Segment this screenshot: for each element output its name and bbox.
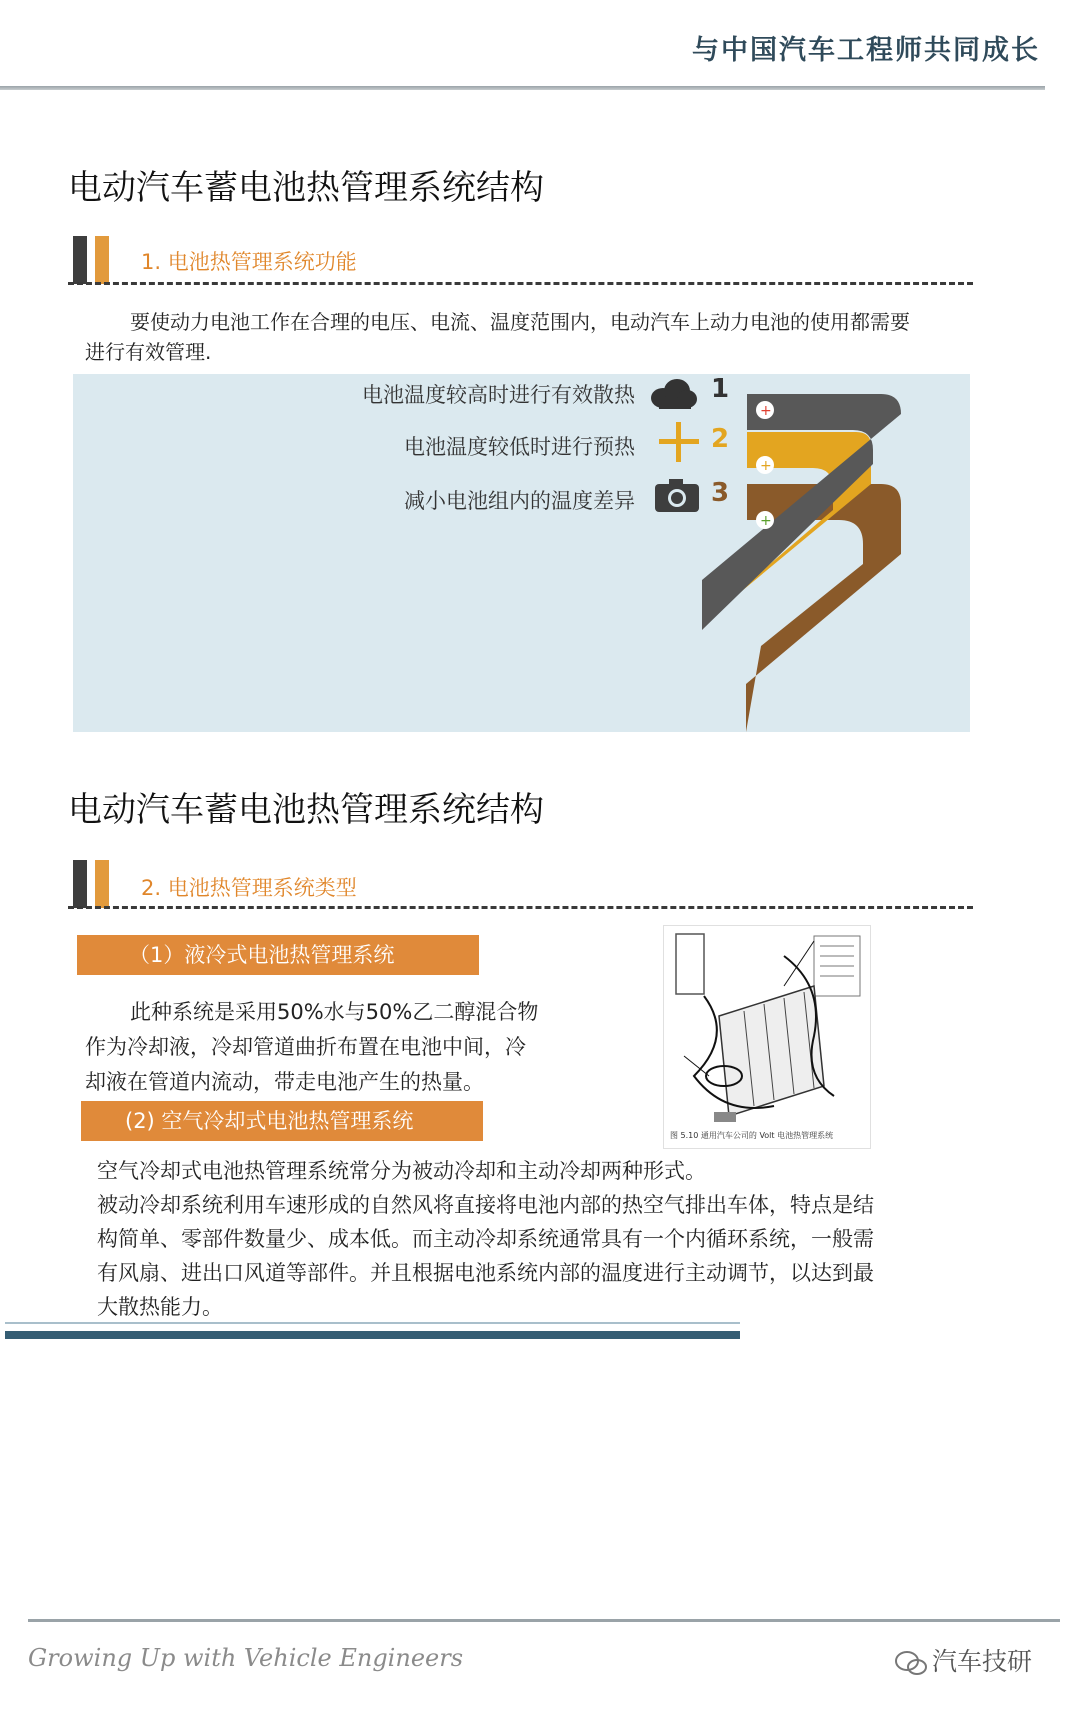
feature-number-3: 3 bbox=[711, 478, 730, 508]
feature-number-2: 2 bbox=[711, 424, 730, 454]
figure-caption: 图 5.10 通用汽车公司的 Volt 电池热管理系统 bbox=[670, 1131, 834, 1140]
liquid-cooling-heading: （1）液冷式电池热管理系统 bbox=[77, 935, 479, 975]
volt-battery-figure bbox=[663, 925, 871, 1149]
feature-label-2: 电池温度较低时进行预热 bbox=[404, 435, 635, 459]
section1-subtitle: 1. 电池热管理系统功能 bbox=[141, 250, 357, 274]
section2-subtitle: 2. 电池热管理系统类型 bbox=[141, 876, 357, 900]
svg-text:+: + bbox=[760, 458, 772, 474]
air-line-3: 构简单、零部件数量少、成本低。而主动冷却系统通常具有一个内循环系统，一般需 bbox=[97, 1227, 874, 1251]
svg-text:+: + bbox=[760, 403, 772, 419]
section2-title: 电动汽车蓄电池热管理系统结构 bbox=[68, 790, 544, 830]
camera-icon bbox=[655, 478, 699, 512]
liquid-line-1: 此种系统是采用50%水与50%乙二醇混合物 bbox=[130, 1000, 539, 1024]
bottom-accent-bar bbox=[5, 1331, 740, 1339]
wechat-icon bbox=[894, 1650, 928, 1676]
section1-dashed-divider bbox=[68, 282, 973, 285]
svg-text:+: + bbox=[760, 513, 772, 529]
cloud-icon bbox=[649, 378, 697, 410]
air-line-2: 被动冷却系统利用车速形成的自然风将直接将电池内部的热空气排出车体，特点是结 bbox=[97, 1193, 874, 1217]
feature-label-3: 减小电池组内的温度差异 bbox=[404, 489, 635, 513]
footer-brand-name: 汽车技研 bbox=[931, 1647, 1032, 1676]
section2-marker bbox=[73, 860, 117, 908]
section2-dashed-divider bbox=[68, 906, 973, 909]
function-panel bbox=[73, 374, 970, 732]
footer-divider bbox=[28, 1619, 1060, 1622]
battery-diagram-image bbox=[664, 926, 870, 1126]
header-slogan: 与中国汽车工程师共同成长 bbox=[692, 35, 1040, 66]
section1-title: 电动汽车蓄电池热管理系统结构 bbox=[68, 168, 544, 208]
air-cooling-heading: (2) 空气冷却式电池热管理系统 bbox=[81, 1101, 483, 1141]
feature-label-1: 电池温度较高时进行有效散热 bbox=[362, 383, 635, 407]
liquid-line-2: 作为冷却液，冷却管道曲折布置在电池中间，冷 bbox=[85, 1035, 526, 1059]
section1-paragraph-line1: 要使动力电池工作在合理的电压、电流、温度范围内，电动汽车上动力电池的使用都需要 bbox=[130, 310, 910, 334]
air-line-1: 空气冷却式电池热管理系统常分为被动冷却和主动冷却两种形式。 bbox=[97, 1159, 706, 1183]
air-line-4: 有风扇、进出口风道等部件。并且根据电池系统内部的温度进行主动调节，以达到最 bbox=[97, 1261, 874, 1285]
feature-number-1: 1 bbox=[711, 374, 730, 404]
air-line-5: 大散热能力。 bbox=[97, 1295, 223, 1319]
footer-english-slogan: Growing Up with Vehicle Engineers bbox=[28, 1644, 464, 1672]
plus-icon bbox=[659, 422, 699, 462]
section1-marker bbox=[73, 236, 117, 284]
header-divider bbox=[0, 86, 1045, 90]
section1-paragraph-line2: 进行有效管理. bbox=[85, 340, 212, 364]
bottom-accent-line bbox=[5, 1322, 740, 1324]
footer-brand bbox=[894, 1642, 1032, 1678]
ribbon-graphic bbox=[73, 374, 970, 732]
liquid-line-3: 却液在管道内流动，带走电池产生的热量。 bbox=[85, 1070, 484, 1094]
